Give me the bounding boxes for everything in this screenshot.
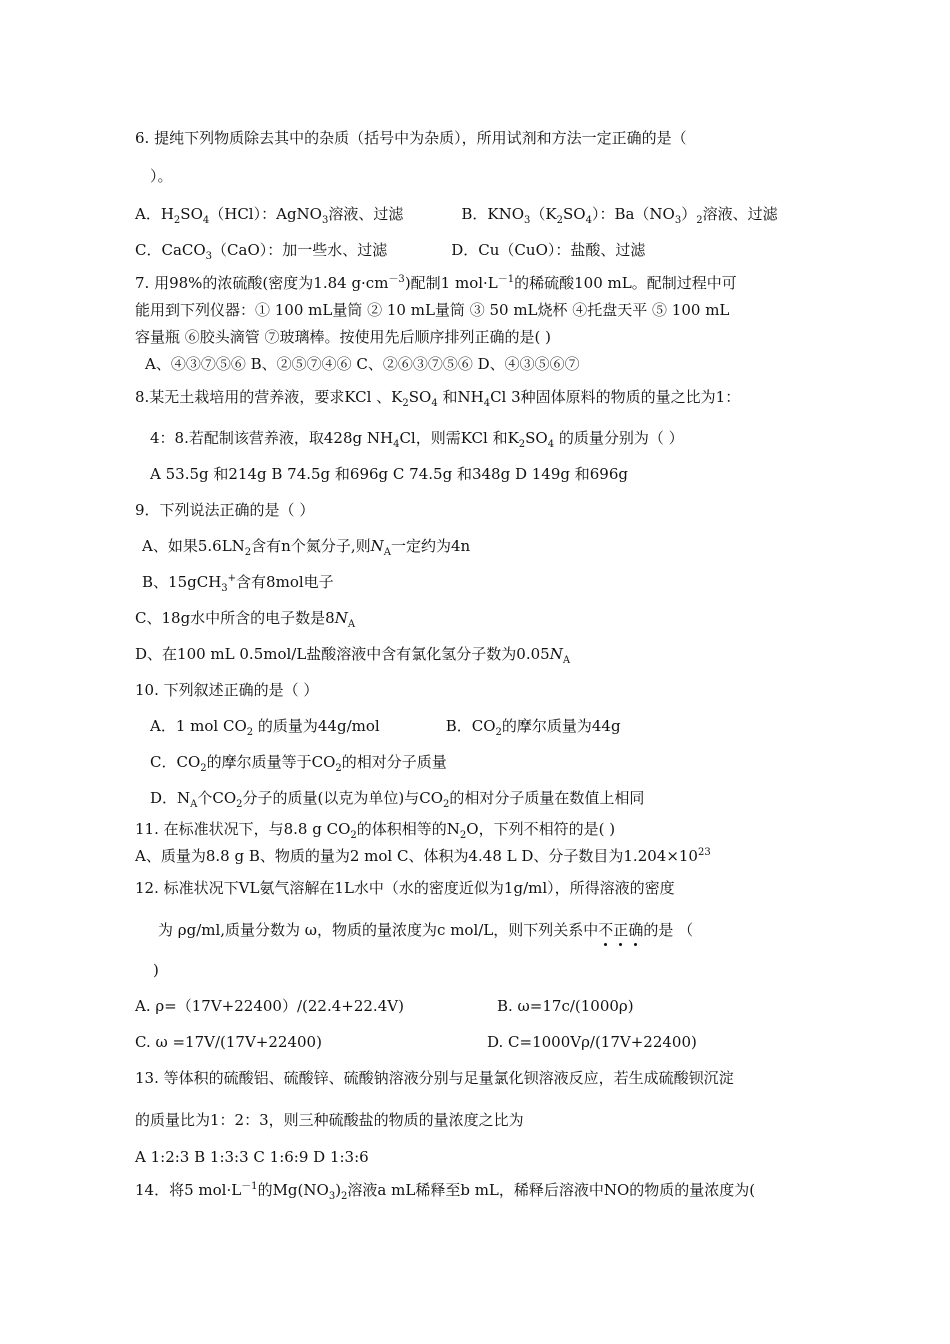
q10-option-b: B．$CO_2$的摩尔质量为44g	[445, 717, 621, 738]
q12-option-d: D. C=1000Vρ/(17V+22400)	[487, 1033, 697, 1051]
q6-options-ab	[135, 204, 778, 224]
q6-option-b: B．$KNO_3(K_2SO_4)$：$Ba(NO_3)_2$溶液、过滤	[461, 205, 778, 226]
q12-option-d-wrap	[487, 1032, 697, 1052]
q13-line2: 的质量比为1：2：3，则三种硫酸盐的物质的量浓度之比为	[135, 1111, 524, 1129]
q6-option-a: A．$H_2SO_4(HCl)$：AgNO$_3$溶液、过滤	[135, 205, 404, 226]
q11-stem: 11. 在标准状况下，与8.8 g $CO_2$的体积相等的$N_2O$，下列不相符的是( )	[135, 820, 616, 841]
q12-option-c: C. ω =17V/(17V+22400)	[135, 1033, 322, 1051]
q11-options: A、质量为8.8 g B、物质的量为2 mol C、体积为4.48 L D、分子数目为$1.204\times 10^{23}$	[135, 847, 711, 865]
q12-options-cd	[135, 1032, 322, 1052]
q12-option-b: B. ω=17c/(1000ρ)	[497, 997, 634, 1015]
q13-options: A 1:2:3 B 1:3:3 C 1:6:9 D 1:3:6	[135, 1148, 369, 1166]
q8-line2: 4：8.若配制该营养液，取428g $NH_4Cl$，则需KCl 和$K_2SO_4$ 的质量分别为（ ）	[150, 429, 684, 450]
q6-options-cd	[135, 240, 645, 260]
emphasis-dot: 不	[598, 921, 614, 939]
q10-option-c: C．$CO_2$的摩尔质量等于$CO_2$的相对分子质量	[150, 753, 447, 774]
q12-option-a: A. ρ=（17V+22400）/(22.4+22.4V)	[135, 997, 404, 1015]
q9-option-d: D、在100 mL 0.5mol/L盐酸溶液中含有氯化氢分子数为$0.05N_A$	[135, 645, 571, 666]
emphasis-dot: 正	[613, 921, 629, 939]
q7-line1: 7. 用98%的浓硫酸(密度为1.84 $g\cdot cm^{-3}$)配制1 $mol\cdot L^{-1}$的稀硫酸100 mL。配制过程中可	[135, 274, 737, 292]
q9-stem: 9．下列说法正确的是（ ）	[135, 501, 315, 519]
q14-stem: 14．将5 $mol\cdot L^{-1}$的$Mg(NO_3)_2$溶液a mL稀释至b mL，稀释后溶液中NO的物质的量浓度为(	[135, 1181, 756, 1202]
q7-line3: 容量瓶 ⑥胶头滴管 ⑦玻璃棒。按使用先后顺序排列正确的是( )	[135, 328, 552, 346]
q10-stem: 10. 下列叙述正确的是（ ）	[135, 681, 319, 699]
q12-line3: )	[153, 961, 159, 979]
q8-line1: 8.某无土栽培用的营养液，要求KCl 、$K_2SO_4$ 和$NH_4Cl$ 3种固体原料的物质的量之比为1：	[135, 388, 741, 409]
q12-options-ab	[135, 996, 404, 1016]
emphasis-dot: 确	[628, 921, 644, 939]
q13-line1: 13. 等体积的硫酸铝、硫酸锌、硫酸钠溶液分别与足量氯化钡溶液反应，若生成硫酸钡沉淀	[135, 1069, 734, 1087]
q6-option-d: D．Cu（CuO）：盐酸、过滤	[451, 241, 646, 259]
q12-option-b-wrap	[497, 996, 634, 1016]
q12-line2: 为 ρg/ml,质量分数为 ω，物质的量浓度为c mol/L，则下列关系中不正确的是 （	[158, 921, 694, 939]
q10-options-ab	[150, 716, 621, 736]
q7-line2: 能用到下列仪器：① 100 mL量筒 ② 10 mL量筒 ③ 50 mL烧杯 ④托盘天平 ⑤ 100 mL	[135, 301, 730, 319]
q9-option-b: B、15gCH$_3$+含有8mol电子	[142, 573, 334, 594]
q8-options: A 53.5g 和214g B 74.5g 和696g C 74.5g 和348g D 149g 和696g	[150, 465, 628, 483]
q10-option-d: D．$N_A$个$CO_2$分子的质量(以克为单位)与$CO_2$的相对分子质量在数值上相同	[150, 789, 645, 810]
q6-stem: 6. 提纯下列物质除去其中的杂质（括号中为杂质），所用试剂和方法一定正确的是（	[135, 129, 687, 147]
q12-line1: 12. 标准状况下VL氨气溶解在1L水中（水的密度近似为1g/ml），所得溶液的密度	[135, 879, 675, 897]
q9-option-a: A、如果$5.6LN_2$含有n个氮分子,则$N_A$一定约为4n	[142, 537, 471, 558]
q9-option-c: C、18g水中所含的电子数是$8N_A$	[135, 609, 356, 630]
q10-option-a: A．1 mol $CO_2$ 的质量为44g/mol	[150, 717, 380, 738]
q6-stem-cont: ）。	[150, 167, 173, 185]
q6-option-c: C．CaCO$_3$（CaO）：加一些水、过滤	[135, 241, 388, 262]
q7-options: A、④③⑦⑤⑥ B、②⑤⑦④⑥ C、②⑥③⑦⑤⑥ D、④③⑤⑥⑦	[145, 355, 580, 373]
